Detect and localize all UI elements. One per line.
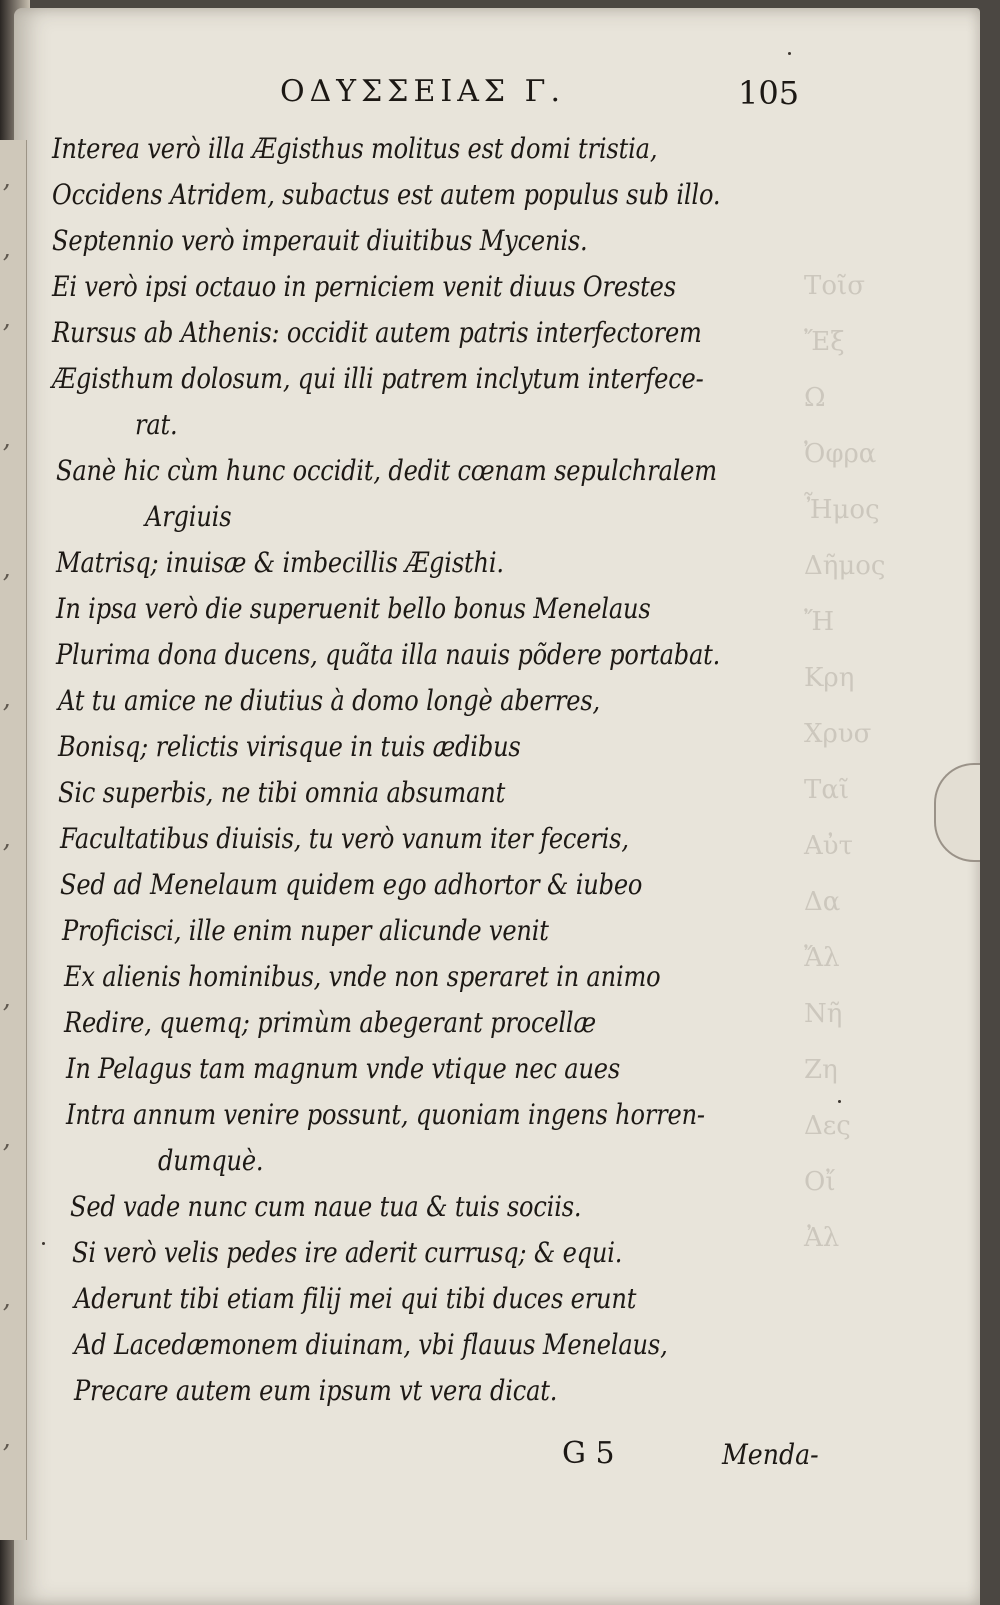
paper-speck: [838, 1100, 841, 1103]
verse-line: Ex alienis hominibus, vnde non speraret in animo: [64, 960, 661, 993]
signature-mark: G 5: [562, 1436, 615, 1471]
verse-line: Precare autem eum ipsum vt vera dicat.: [74, 1374, 558, 1407]
verse-line: In Pelagus tam magnum vnde vtique nec aues: [66, 1052, 621, 1085]
running-title: ΟΔΥΣΣΕΙΑΣ Γ.: [280, 74, 565, 109]
verse-line: Septennio verò imperauit diuitibus Mycenis.: [52, 224, 588, 257]
verse-line: Intra annum venire possunt, quoniam ingens horren-: [66, 1098, 705, 1131]
verse-line: Plurima dona ducens, quãta illa nauis põdere portabat.: [56, 638, 721, 671]
verse-line: Interea verò illa Ægisthus molitus est domi tristia,: [52, 132, 658, 165]
verse-line: Rursus ab Athenis: occidit autem patris interfectorem: [52, 316, 702, 349]
verse-line-continuation: Argiuis: [145, 500, 232, 533]
verse-line: Facultatibus diuisis, tu verò vanum iter feceris,: [60, 822, 629, 855]
paper-speck: [42, 1242, 45, 1245]
page-number: 105: [738, 74, 800, 112]
verse-line: Ægisthum dolosum, qui illi patrem inclytum interfece-: [52, 362, 704, 395]
show-through-text: Τοῖσ Ἔξ Ω Ὀφρα Ἦμος Δῆμος Ἤ Κρη Χρυσ Ταῖ Αὐτ Δα Ἄλ Νῆ Ζη Δες Οἴ Ἀλ: [804, 271, 886, 1253]
verse-line: Matrisq; inuisæ & imbecillis Ægisthi.: [56, 546, 504, 579]
paper-speck: [788, 52, 791, 55]
page-header: [0, 68, 1000, 118]
verse-line: At tu amice ne diutius à domo longè aberres,: [58, 684, 601, 717]
verse-line: Sanè hic cùm hunc occidit, dedit cœnam sepulchralem: [56, 454, 717, 487]
verse-line: Sed vade nunc cum naue tua & tuis sociis.: [70, 1190, 582, 1223]
verse-line: Si verò velis pedes ire aderit currusq; & equi.: [72, 1236, 623, 1269]
verse-line: Occidens Atridem, subactus est autem populus sub illo.: [52, 178, 721, 211]
previous-page-edge: ’ ’ ’ ’ ’ ’ ’ ’ ’ ’ ’: [0, 140, 27, 1540]
verse-line: In ipsa verò die superuenit bello bonus Menelaus: [56, 592, 651, 625]
verse-line: Aderunt tibi etiam filij mei qui tibi duces erunt: [74, 1282, 637, 1315]
catchword: Menda-: [722, 1438, 819, 1471]
verse-line-continuation: dumquè.: [158, 1144, 264, 1177]
verse-line: Proficisci, ille enim nuper alicunde venit: [62, 914, 549, 947]
verse-line-continuation: rat.: [135, 408, 178, 441]
verse-line: Redire, quemq; primùm abegerant procellæ: [64, 1006, 596, 1039]
verse-line: Ei verò ipsi octauo in perniciem venit diuus Orestes: [52, 270, 676, 303]
verse-line: Sic superbis, ne tibi omnia absumant: [58, 776, 506, 809]
verse-line: Sed ad Menelaum quidem ego adhortor & iubeo: [60, 868, 643, 901]
verse-line: Ad Lacedæmonem diuinam, vbi flauus Menelaus,: [74, 1328, 668, 1361]
verse-line: Bonisq; relictis virisque in tuis ædibus: [58, 730, 521, 763]
